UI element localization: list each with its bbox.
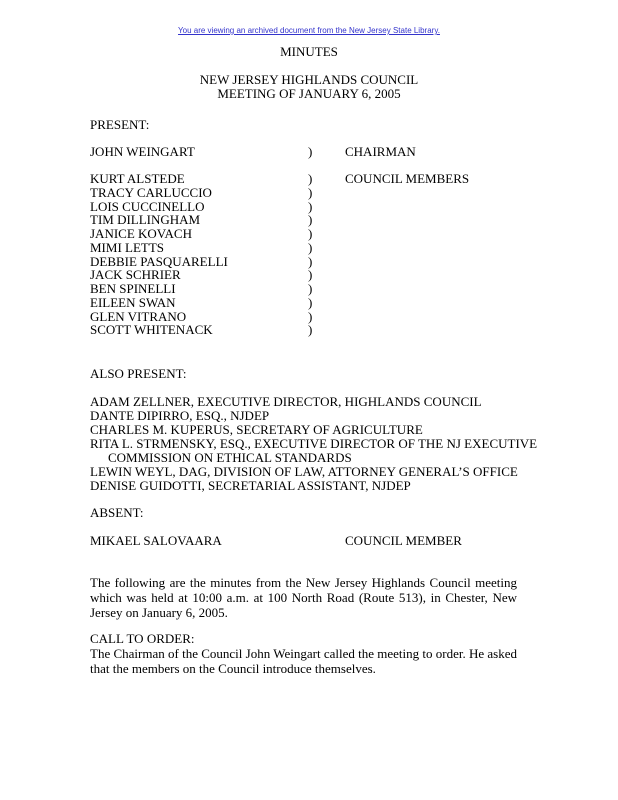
member-paren: ) (308, 212, 313, 228)
absent-role: COUNCIL MEMBER (345, 533, 462, 548)
member-paren: ) (308, 253, 313, 269)
member-paren: ) (308, 308, 313, 324)
member-name: JACK SCHRIER (90, 267, 181, 283)
list-item: COMMISSION ON ETHICAL STANDARDS (108, 450, 352, 465)
present-label: PRESENT: (90, 117, 150, 132)
member-name: JANICE KOVACH (90, 226, 192, 241)
absent-label: ABSENT: (90, 505, 144, 520)
also-present-list (90, 395, 537, 493)
member-name: EILEEN SWAN (90, 294, 176, 310)
also-present-label: ALSO PRESENT: (90, 366, 187, 381)
member-name: DEBBIE PASQUARELLI (90, 253, 228, 269)
member-name: LOIS CUCCINELLO (90, 198, 205, 214)
member-name: MIMI LETTS (90, 239, 165, 255)
member-paren: ) (308, 322, 313, 338)
member-paren: ) (308, 198, 313, 214)
call-to-order-paragraph: The Chairman of the Council John Weingart called the meeting to order. He asked that the members on the Council introduce themselves. (90, 646, 517, 676)
document-title: MINUTES (280, 44, 338, 59)
member-name: BEN SPINELLI (90, 281, 176, 296)
member-paren: ) (308, 171, 313, 186)
member-name: SCOTT WHITENACK (90, 322, 213, 338)
call-to-order-heading: CALL TO ORDER: (90, 631, 195, 646)
intro-paragraph: The following are the minutes from the New Jersey Highlands Council meeting which was held at 10:00 a.m. at 100 North Road (Route 513), in Chester, New Jersey on January 6, 2005. (90, 575, 517, 620)
chair-role: CHAIRMAN (345, 144, 416, 159)
list-item: ADAM ZELLNER, EXECUTIVE DIRECTOR, HIGHLANDS COUNCIL (90, 394, 482, 409)
archive-banner-link[interactable]: You are viewing an archived document from the New Jersey State Library. (178, 26, 440, 35)
member-name: TRACY CARLUCCIO (90, 184, 212, 200)
list-item: RITA L. STRMENSKY, ESQ., EXECUTIVE DIRECTOR OF THE NJ EXECUTIVE (90, 436, 538, 451)
members-role: COUNCIL MEMBERS (345, 171, 470, 186)
member-paren: ) (308, 267, 313, 283)
list-item: CHARLES M. KUPERUS, SECRETARY OF AGRICULTURE (90, 422, 423, 437)
member-paren: ) (308, 226, 313, 241)
list-item: DENISE GUIDOTTI, SECRETARIAL ASSISTANT, NJDEP (90, 478, 411, 493)
member-name: GLEN VITRANO (90, 308, 187, 324)
organization-name: NEW JERSEY HIGHLANDS COUNCIL (199, 72, 419, 87)
member-paren: ) (308, 294, 313, 310)
chair-name: JOHN WEINGART (90, 144, 195, 159)
member-paren: ) (308, 184, 313, 200)
member-paren: ) (308, 281, 313, 296)
meeting-date: MEETING OF JANUARY 6, 2005 (217, 86, 401, 101)
chair-paren: ) (308, 144, 313, 159)
member-paren: ) (308, 239, 313, 255)
member-name: KURT ALSTEDE (90, 171, 185, 186)
list-item: LEWIN WEYL, DAG, DIVISION OF LAW, ATTORNEY GENERAL’S OFFICE (90, 464, 518, 479)
member-name: TIM DILLINGHAM (90, 212, 201, 228)
list-item: DANTE DIPIRRO, ESQ., NJDEP (90, 408, 270, 423)
absent-name: MIKAEL SALOVAARA (90, 533, 222, 548)
